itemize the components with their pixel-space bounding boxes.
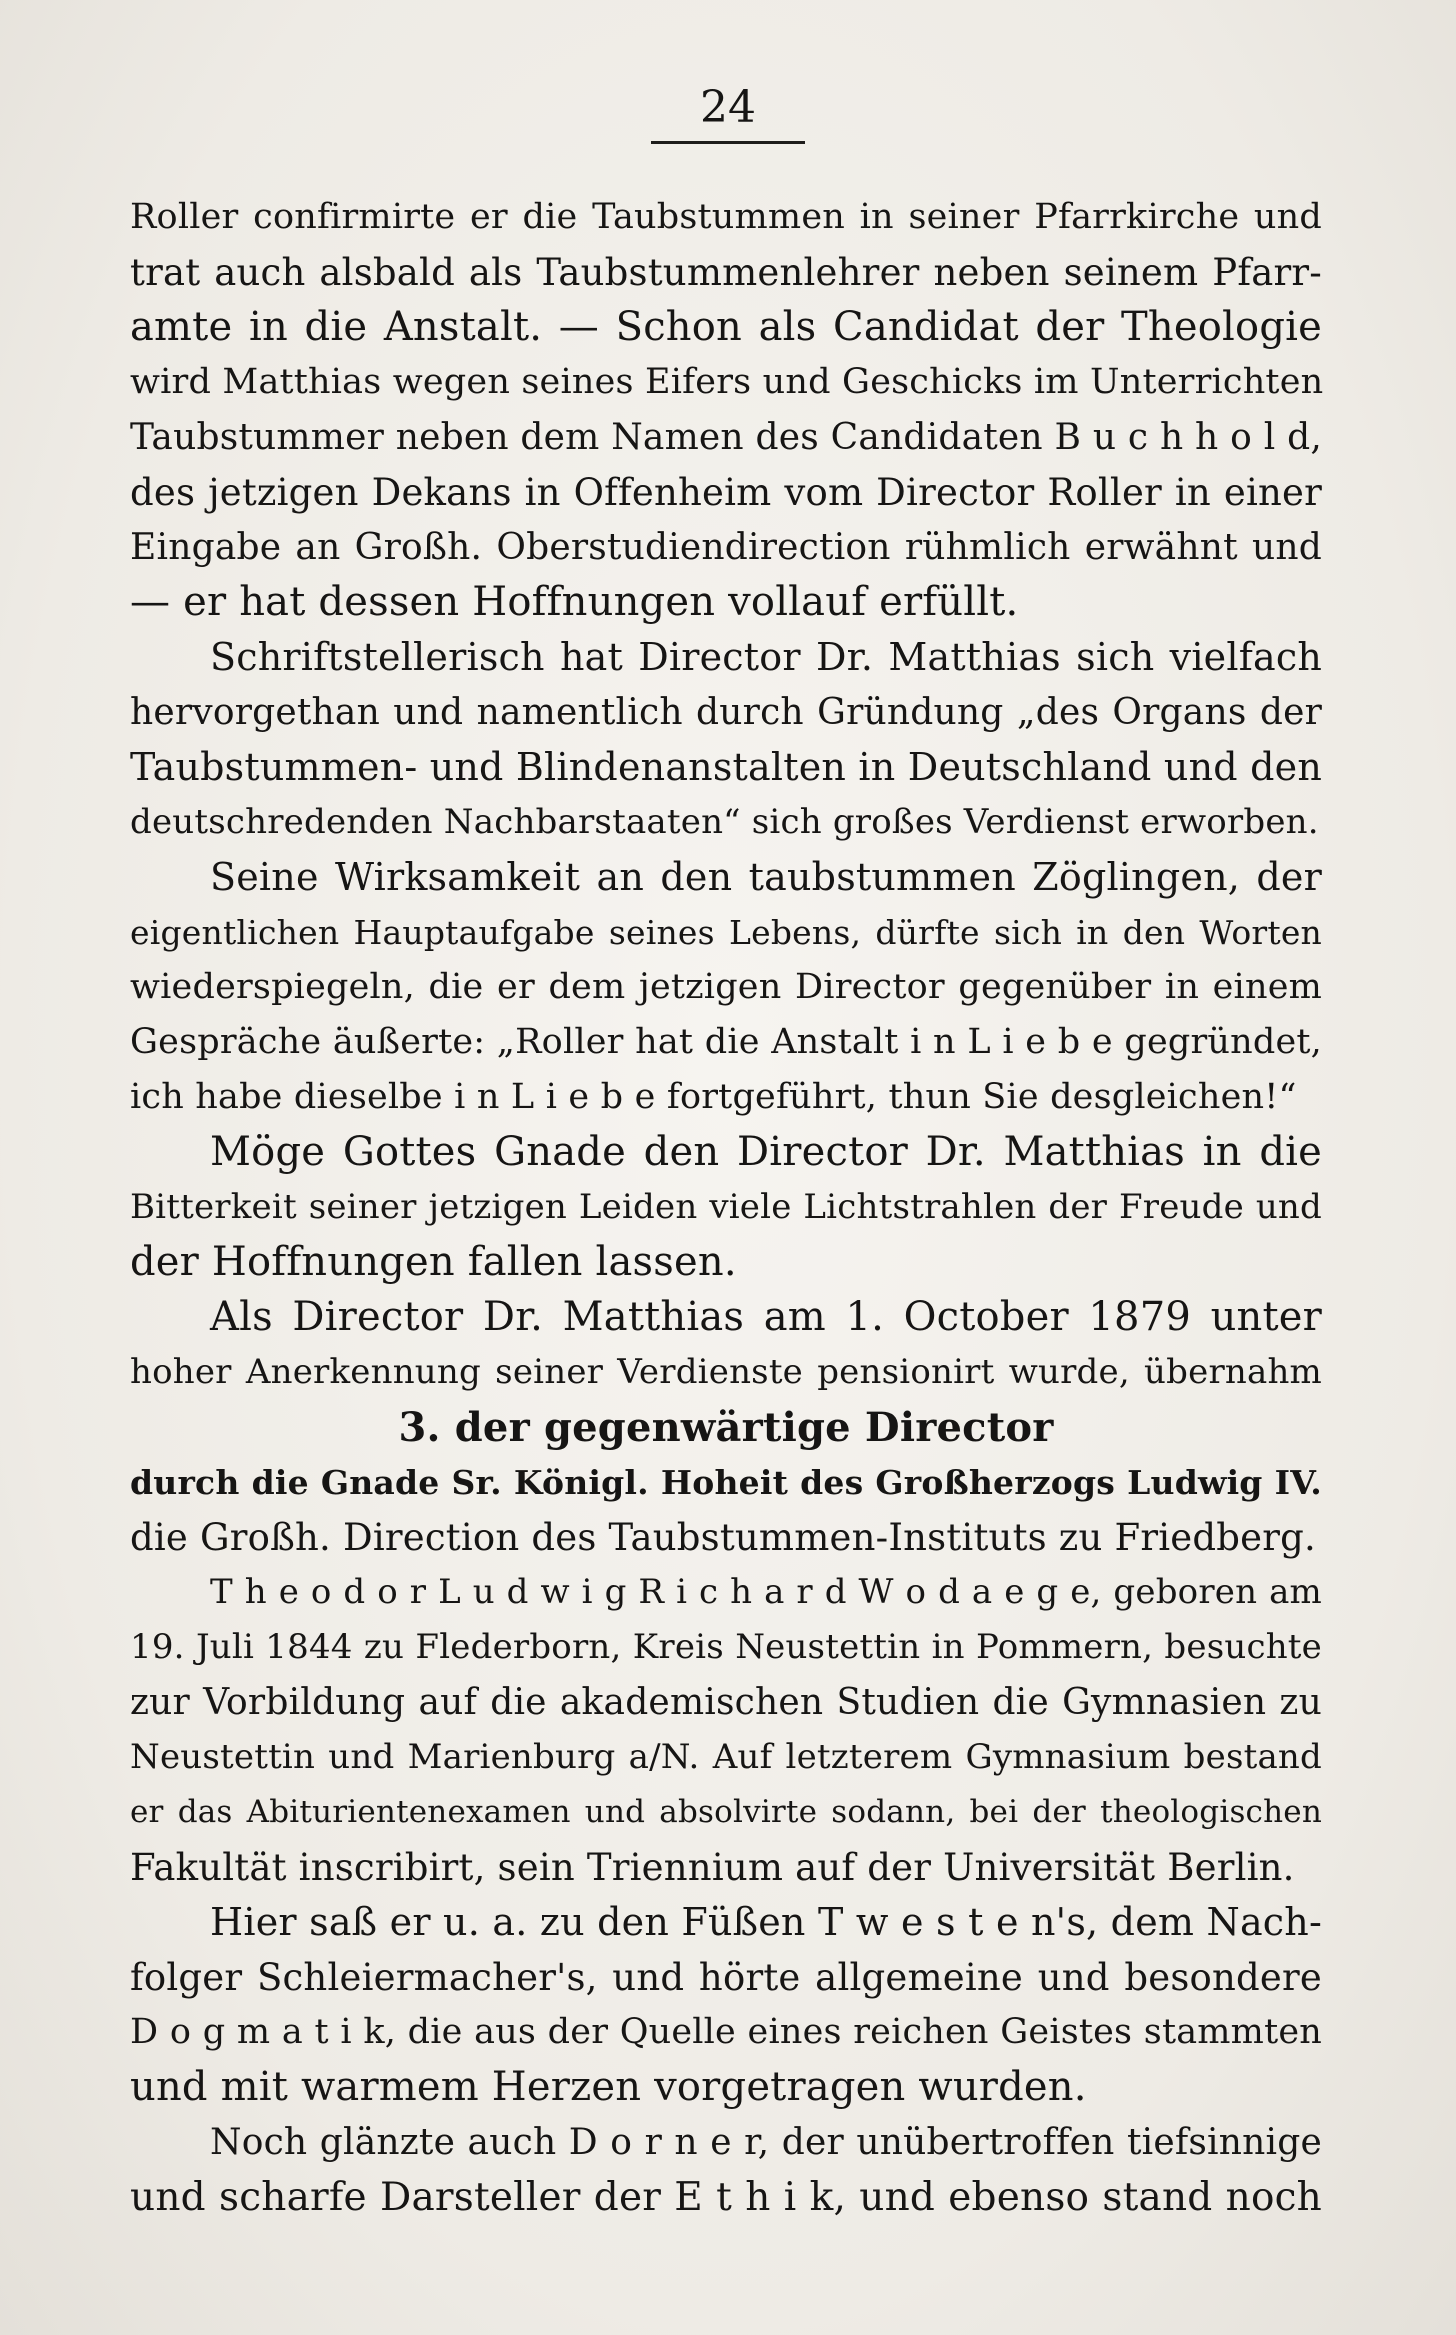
page-number: 24	[700, 82, 756, 133]
text-line: Noch glänzte auch D o r n e r, der unübertroffen tiefsinnige	[210, 2122, 1322, 2163]
text-line: ich habe dieselbe i n L i e b e fortgeführt, thun Sie desgleichen!“	[130, 1077, 1297, 1117]
text-line: Eingabe an Großh. Oberstudiendirection rühmlich erwähnt und	[130, 527, 1322, 568]
text-line: Taubstummer neben dem Namen des Candidaten B u c h h o l d,	[130, 417, 1322, 458]
text-line: zur Vorbildung auf die akademischen Studien die Gymnasien zu	[130, 1682, 1322, 1723]
text-line: deutschredenden Nachbarstaaten“ sich großes Verdienst erworben.	[130, 802, 1319, 842]
text-line: Roller confirmirte er die Taubstummen in seiner Pfarrkirche und	[130, 197, 1322, 237]
text-line: und mit warmem Herzen vorgetragen wurden.	[130, 2064, 1087, 2110]
text-line: Fakultät inscribirt, sein Triennium auf der Universität Berlin.	[130, 1846, 1295, 1889]
text-line: — er hat dessen Hoffnungen vollauf erfüllt.	[130, 579, 1019, 625]
text-line: D o g m a t i k, die aus der Quelle eines reichen Geistes stammten	[130, 2012, 1322, 2052]
text-line: Schriftstellerisch hat Director Dr. Matthias sich vielfach	[210, 635, 1322, 679]
text-line: Hier saß er u. a. zu den Füßen T w e s t e n's, dem Nach-	[210, 1900, 1322, 1944]
header-rule	[651, 141, 805, 144]
text-line: hervorgethan und namentlich durch Gründung „des Organs der	[130, 692, 1322, 733]
text-line: wiederspiegeln, die er dem jetzigen Director gegenüber in einem	[130, 967, 1322, 1007]
text-line: der Hoffnungen fallen lassen.	[130, 1239, 737, 1285]
text-line: amte in die Anstalt. — Schon als Candidat der Theologie	[130, 304, 1322, 350]
text-line: Neustettin und Marienburg a/N. Auf letzterem Gymnasium bestand	[130, 1737, 1322, 1777]
text-line: Bitterkeit seiner jetzigen Leiden viele Lichtstrahlen der Freude und	[130, 1187, 1322, 1227]
text-line: wird Matthias wegen seines Eifers und Geschicks im Unterrichten	[130, 362, 1324, 402]
text-line: durch die Gnade Sr. Königl. Hoheit des Großherzogs Ludwig IV.	[130, 1463, 1322, 1502]
text-line: Seine Wirksamkeit an den taubstummen Zöglingen, der	[210, 855, 1322, 899]
text-line: Als Director Dr. Matthias am 1. October 1879 unter	[210, 1294, 1322, 1340]
section-heading: 3. der gegenwärtige Director	[398, 1404, 1054, 1451]
text-line: T h e o d o r L u d w i g R i c h a r d W o d a e g e, geboren am	[210, 1572, 1322, 1612]
text-line: und scharfe Darsteller der E t h i k, und ebenso stand noch	[130, 2175, 1322, 2220]
text-line: er das Abiturientenexamen und absolvirte sodann, bei der theologischen	[130, 1794, 1322, 1830]
text-line: folger Schleiermacher's, und hörte allgemeine und besondere	[130, 1956, 1322, 1999]
text-line: des jetzigen Dekans in Offenheim vom Director Roller in einer	[130, 471, 1322, 514]
text-line: Möge Gottes Gnade den Director Dr. Matthias in die	[210, 1129, 1322, 1175]
text-line: Taubstummen- und Blindenanstalten in Deutschland und den	[130, 745, 1322, 789]
text-line: eigentlichen Hauptaufgabe seines Lebens, dürfte sich in den Worten	[130, 913, 1322, 952]
text-line: 19. Juli 1844 zu Flederborn, Kreis Neustettin in Pommern, besuchte	[130, 1627, 1322, 1667]
text-line: trat auch alsbald als Taubstummenlehrer neben seinem Pfarr-	[130, 251, 1322, 294]
text-line: hoher Anerkennung seiner Verdienste pensionirt wurde, übernahm	[130, 1352, 1322, 1392]
text-line: Gespräche äußerte: „Roller hat die Anstalt i n L i e b e gegründet,	[130, 1022, 1322, 1062]
body-text	[130, 190, 1322, 2225]
text-line: die Großh. Direction des Taubstummen-Instituts zu Friedberg.	[130, 1516, 1316, 1559]
